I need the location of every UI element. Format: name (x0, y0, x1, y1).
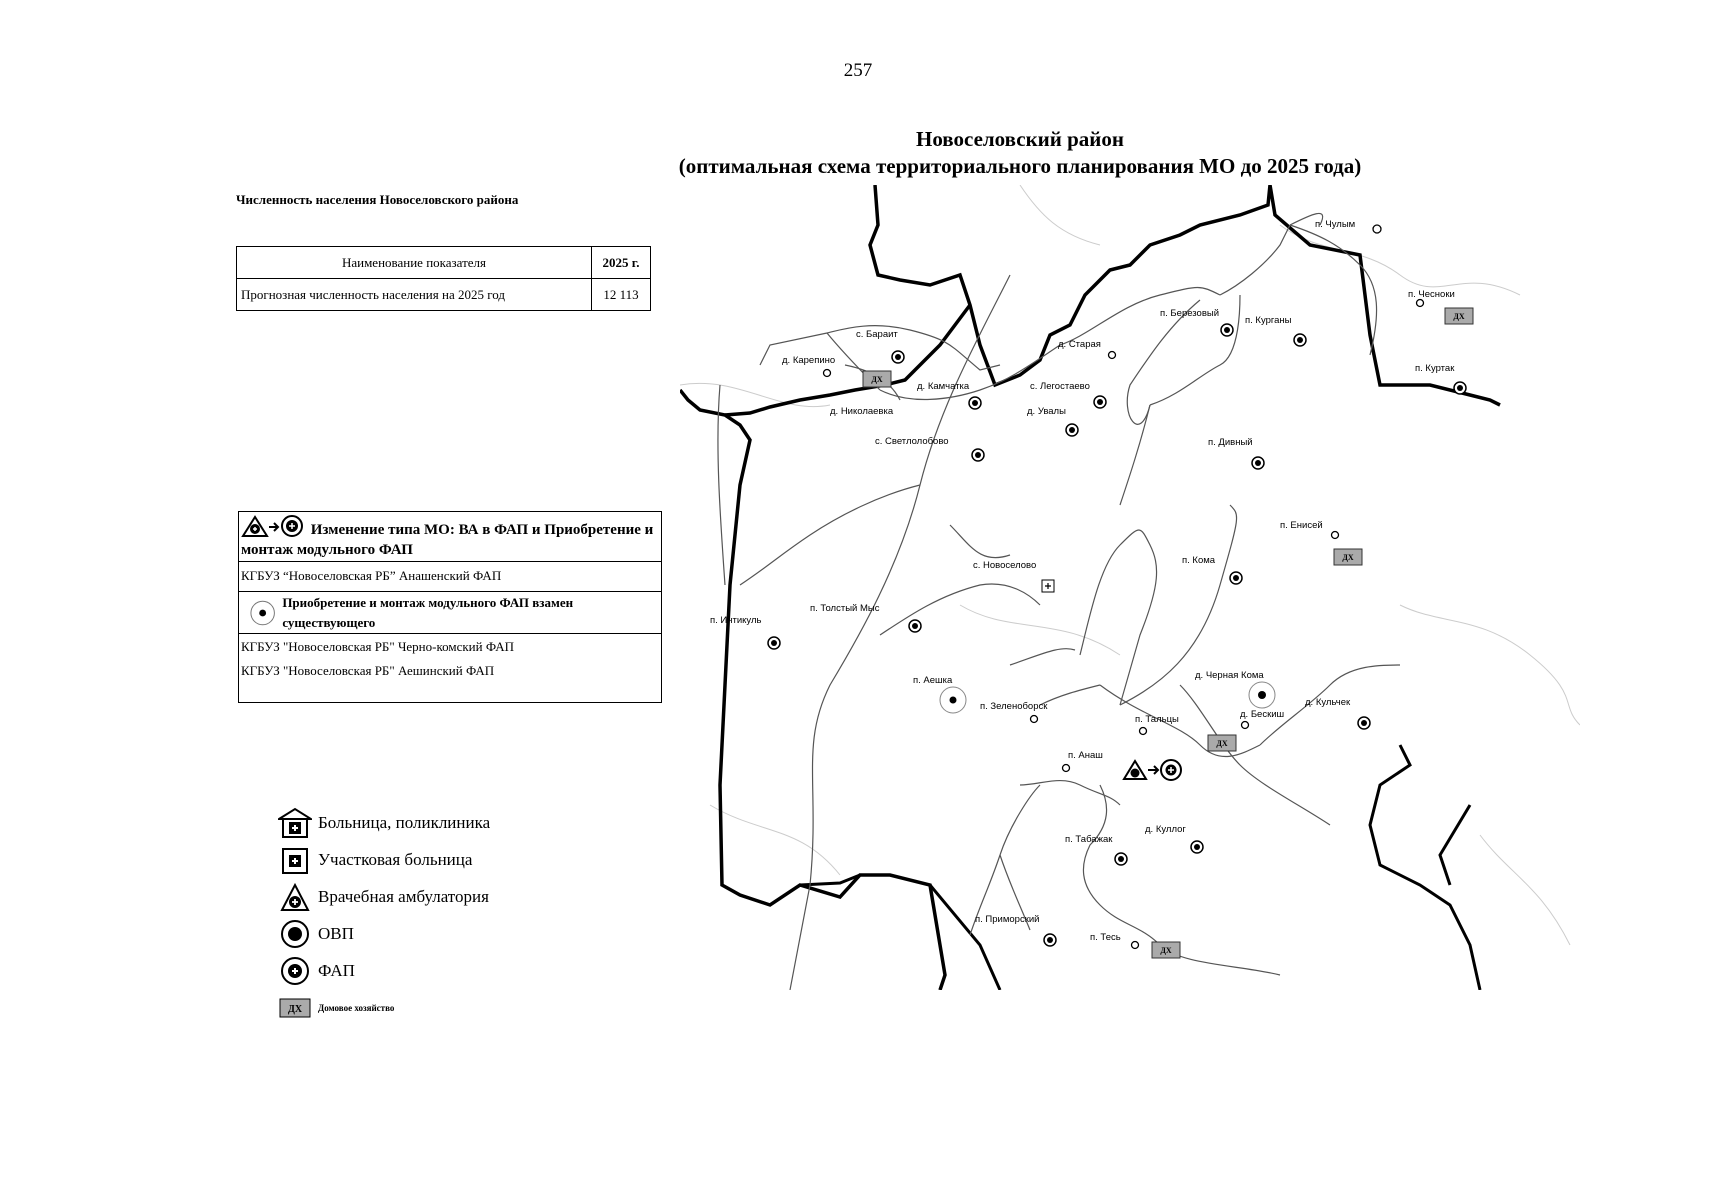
village-marker (824, 370, 831, 377)
table-header-row (237, 247, 651, 279)
page-title (420, 126, 1620, 180)
label-primorsky: п. Приморский (975, 914, 1040, 925)
type-change-item: КГБУЗ “Новоселовская РБ” Анашенский ФАП (239, 562, 661, 592)
village-marker (1132, 942, 1139, 949)
ambulatory-to-fap-icon (241, 514, 307, 538)
label-karepino: д. Карепино (782, 355, 836, 366)
label-berezovy: п. Березовый (1160, 308, 1220, 319)
district-hospital-marker (1042, 580, 1054, 592)
label-chernaya-koma: д. Черная Кома (1195, 670, 1264, 681)
village-marker (1140, 728, 1147, 735)
label-beskish: д. Бескиш (1240, 709, 1285, 720)
label-zelenoborsk: п. Зеленоборск (980, 701, 1048, 712)
svg-text:ДХ: ДХ (1453, 312, 1465, 321)
village-marker (1109, 352, 1116, 359)
title-line-2: (оптимальная схема территориального планирования МО до 2025 года) (678, 154, 1362, 178)
legend-item-ambulatory: Врачебная амбулатория (278, 878, 490, 915)
label-nikolaevka: д. Николаевка (830, 406, 894, 417)
label-divny: п. Дивный (1208, 437, 1253, 448)
label-chesnoki: п. Чесноки (1408, 289, 1455, 300)
label-kullog: д. Куллог (1145, 824, 1186, 835)
svg-text:ДХ: ДХ (871, 375, 883, 384)
legend-item-ovp: ОВП (278, 915, 490, 952)
legend-item-fap: ФАП (278, 952, 490, 989)
household-markers (863, 308, 1473, 958)
district-border-east (1440, 805, 1470, 885)
district-border-southeast (1370, 745, 1480, 990)
label-tabazhak: п. Табажак (1065, 834, 1113, 845)
population-caption: Численность населения Новоселовского района (236, 192, 519, 207)
label-kurtak: п. Куртак (1415, 363, 1455, 374)
district-hospital-icon (278, 844, 312, 876)
legend-item-district-hospital: Участковая больница (278, 841, 490, 878)
label-svetlolobovo: с. Светлолобово (875, 436, 949, 447)
label-enisey: п. Енисей (1280, 520, 1323, 531)
village-marker (1242, 722, 1249, 729)
svg-text:ДХ: ДХ (1216, 739, 1228, 748)
label-kurgany: п. Курганы (1245, 315, 1292, 326)
modular-item: КГБУЗ "Новоселовская РБ" Черно-комский ФАП (241, 639, 515, 654)
household-icon (278, 996, 312, 1020)
fap-icon (278, 955, 312, 987)
hospital-icon (278, 807, 312, 839)
type-change-header: Изменение типа МО: ВА в ФАП и Приобретение и монтаж модульного ФАП (239, 512, 661, 562)
population-table (236, 246, 651, 311)
modular-item: КГБУЗ "Новоселовская РБ" Аешинский ФАП (241, 663, 495, 678)
changes-box (238, 511, 662, 703)
label-kulchek: д. Кульчек (1305, 697, 1351, 708)
row-indicator-name: Прогнозная численность населения на 2025 год (237, 279, 592, 311)
district-border-left (725, 305, 970, 415)
label-uvaly: д. Увалы (1027, 406, 1066, 417)
legend-item-hospital: Больница, поликлиника (278, 804, 490, 841)
village-marker (1063, 765, 1070, 772)
table-row (237, 279, 651, 311)
village-marker (1373, 225, 1381, 233)
label-tes: п. Тесь (1090, 932, 1121, 943)
label-intikul: п. Интикуль (710, 615, 762, 626)
label-aeshka: п. Аешка (913, 675, 953, 686)
header-year: 2025 г. (592, 247, 651, 279)
legend-item-household: ДХ Домовое хозяйство (278, 989, 490, 1026)
svg-text:ДХ: ДХ (1160, 946, 1172, 955)
label-legostaevo: с. Легостаево (1030, 381, 1090, 392)
page-number: 257 (843, 60, 873, 81)
row-value: 12 113 (592, 279, 651, 311)
label-starye: д. Старая (1058, 339, 1101, 350)
anash-change-marker (1124, 760, 1181, 780)
svg-text:ДХ: ДХ (287, 1003, 303, 1015)
label-anash: п. Анаш (1068, 750, 1103, 761)
ovp-icon (278, 918, 312, 950)
title-line-1: Новоселовский район (915, 127, 1124, 151)
label-novoselovo: с. Новоселово (973, 560, 1037, 571)
label-talcy: п. Тальцы (1135, 714, 1179, 725)
label-tolsty-mys: п. Толстый Мыс (810, 603, 880, 614)
village-marker (1332, 532, 1339, 539)
label-baraot: с. Бараит (856, 329, 898, 340)
modular-fap-icon (247, 597, 278, 629)
village-marker (1031, 716, 1038, 723)
svg-text:ДХ: ДХ (1342, 553, 1354, 562)
district-map (680, 185, 1580, 990)
label-chulym: п. Чулым (1315, 219, 1356, 230)
village-marker (1417, 300, 1424, 307)
header-indicator-name: Наименование показателя (237, 247, 592, 279)
ambulatory-icon (278, 881, 312, 913)
label-kamchatka: д. Камчатка (917, 381, 970, 392)
modular-header: Приобретение и монтаж модульного ФАП взамен существующего (239, 592, 661, 634)
label-koma: п. Кома (1182, 555, 1216, 566)
fap-markers (768, 324, 1466, 946)
map-labels (710, 219, 1455, 943)
map-legend (278, 804, 490, 1026)
